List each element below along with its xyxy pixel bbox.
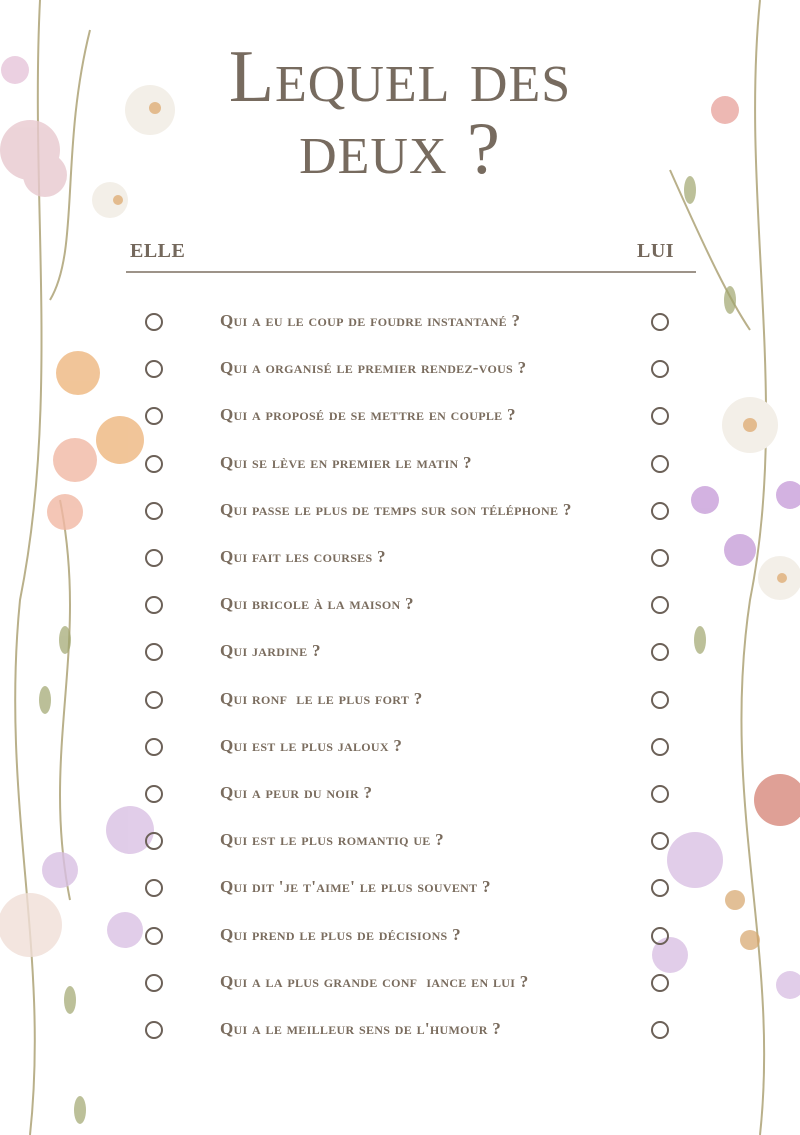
lui-checkbox[interactable] (651, 643, 669, 661)
question-row (0, 546, 800, 570)
elle-checkbox[interactable] (145, 927, 163, 945)
elle-checkbox[interactable] (145, 502, 163, 520)
question-row (0, 829, 800, 853)
elle-checkbox[interactable] (145, 974, 163, 992)
question-row (0, 310, 800, 334)
lui-checkbox[interactable] (651, 691, 669, 709)
elle-checkbox[interactable] (145, 643, 163, 661)
elle-checkbox[interactable] (145, 549, 163, 567)
question-row (0, 499, 800, 523)
elle-checkbox[interactable] (145, 1021, 163, 1039)
question-row (0, 735, 800, 759)
question-text: Qui a peur du noir ? (220, 783, 373, 802)
question-text: Qui a eu le coup de foudre instantané ? (220, 311, 521, 330)
lui-checkbox[interactable] (651, 927, 669, 945)
lui-checkbox[interactable] (651, 313, 669, 331)
question-row (0, 452, 800, 476)
question-row (0, 876, 800, 900)
question-text: Qui ronf le le plus fort ? (220, 688, 423, 708)
lui-checkbox[interactable] (651, 832, 669, 850)
lui-checkbox[interactable] (651, 1021, 669, 1039)
lui-checkbox[interactable] (651, 455, 669, 473)
question-row (0, 924, 800, 948)
column-header-lui: LUI (637, 240, 675, 262)
lui-checkbox[interactable] (651, 738, 669, 756)
column-header-elle: ELLE (130, 240, 186, 262)
question-text: Qui a organisé le premier rendez-vous ? (220, 358, 527, 378)
question-row (0, 688, 800, 712)
question-row (0, 404, 800, 428)
question-row (0, 1018, 800, 1042)
question-text: Qui jardine ? (220, 641, 321, 661)
elle-checkbox[interactable] (145, 596, 163, 614)
lui-checkbox[interactable] (651, 596, 669, 614)
question-row (0, 782, 800, 806)
elle-checkbox[interactable] (145, 691, 163, 709)
question-text: Qui se lève en premier le matin ? (220, 452, 472, 472)
elle-checkbox[interactable] (145, 785, 163, 803)
question-row (0, 357, 800, 381)
question-text: Qui est le plus romantiq ue ? (220, 830, 444, 850)
question-text: Qui dit 'je t'aime' le plus souvent ? (220, 877, 491, 897)
question-text: Qui bricole à la maison ? (220, 594, 414, 614)
question-text: Qui a le meilleur sens de l'humour ? (220, 1019, 502, 1038)
lui-checkbox[interactable] (651, 502, 669, 520)
question-text: Qui a la plus grande conf iance en lui ? (220, 971, 529, 991)
elle-checkbox[interactable] (145, 879, 163, 897)
lui-checkbox[interactable] (651, 360, 669, 378)
question-row (0, 971, 800, 995)
elle-checkbox[interactable] (145, 738, 163, 756)
lui-checkbox[interactable] (651, 549, 669, 567)
elle-checkbox[interactable] (145, 313, 163, 331)
question-row (0, 593, 800, 617)
question-text: Qui fait les courses ? (220, 547, 386, 566)
question-text: Qui passe le plus de temps sur son téléphone ? (220, 499, 572, 519)
question-text: Qui est le plus jaloux ? (220, 735, 403, 755)
lui-checkbox[interactable] (651, 407, 669, 425)
lui-checkbox[interactable] (651, 974, 669, 992)
question-text: Qui a proposé de se mettre en couple ? (220, 405, 516, 425)
question-text: Qui prend le plus de décisions ? (220, 924, 461, 944)
page-title-line1: Lequel des (228, 36, 572, 118)
header-divider (126, 271, 696, 273)
elle-checkbox[interactable] (145, 360, 163, 378)
elle-checkbox[interactable] (145, 455, 163, 473)
lui-checkbox[interactable] (651, 785, 669, 803)
lui-checkbox[interactable] (651, 879, 669, 897)
elle-checkbox[interactable] (145, 832, 163, 850)
elle-checkbox[interactable] (145, 407, 163, 425)
question-row (0, 640, 800, 664)
page-title-line2: deux ? (299, 108, 501, 190)
